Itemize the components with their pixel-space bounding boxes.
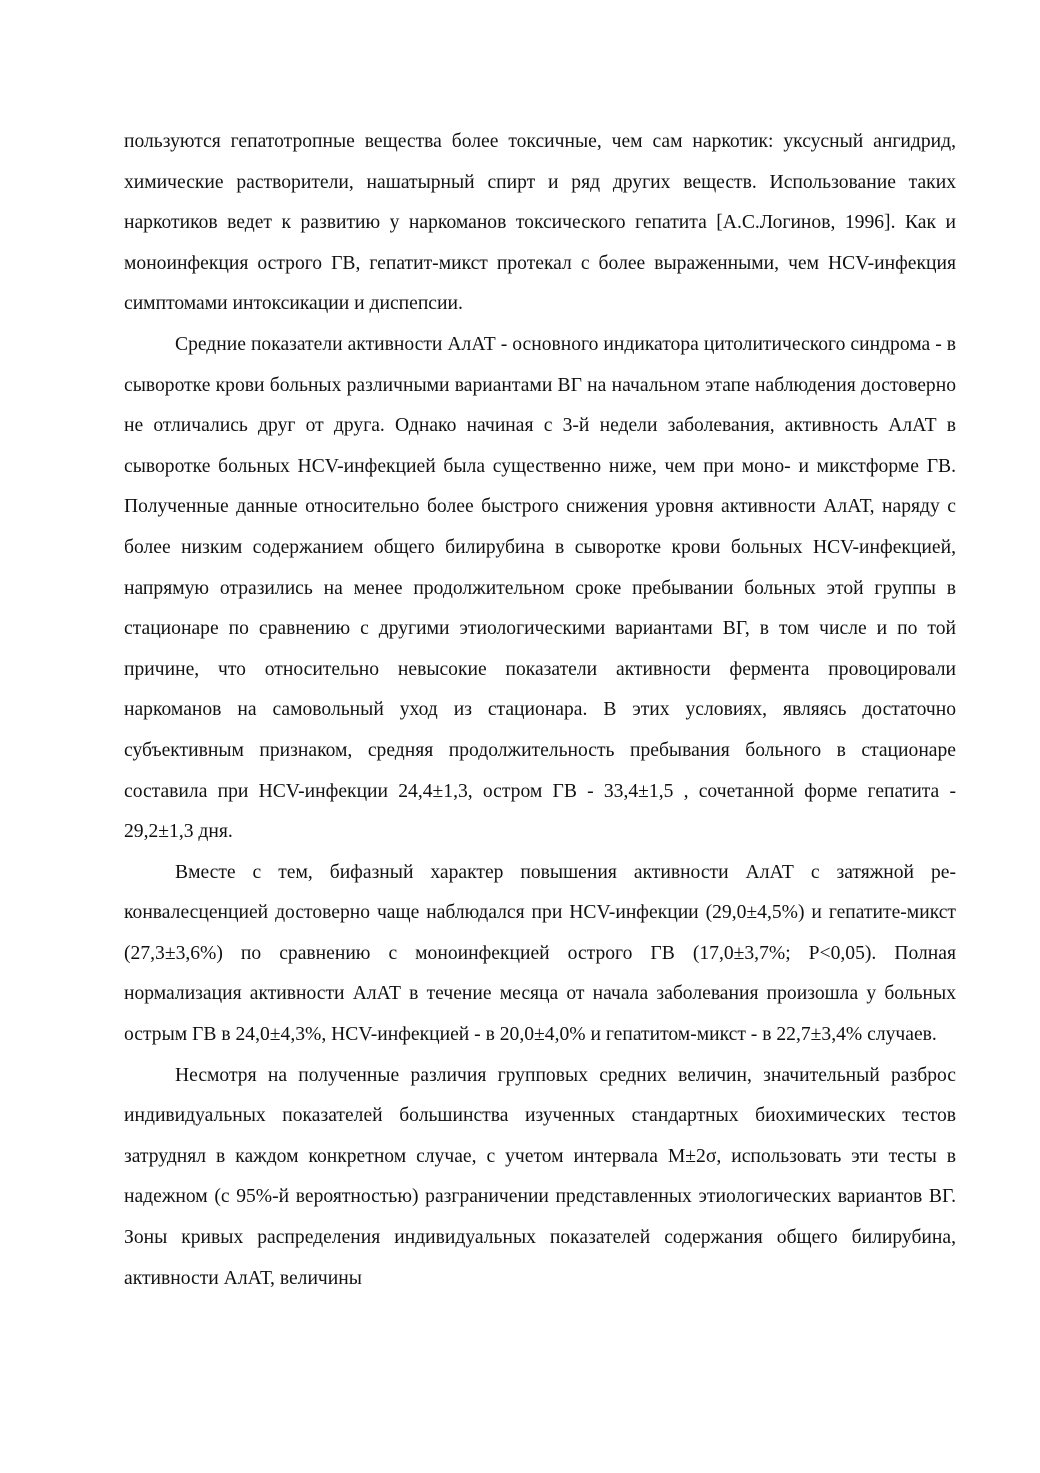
- paragraph-4: Несмотря на полученные различия групповых средних величин, значительный разброс индивидуальных показателей большинства изученных стандартных биохимических тестов затруднял в каждом конкретном случае, с учетом интервала М±2σ, использовать эти тесты в надежном (с 95%-й вероятностью) разграничении представленных этиологических вариантов ВГ. Зоны кривых распределения индивидуальных показателей содержания общего билирубина, активности АлАТ, величины: [124, 1064, 956, 1289]
- document-page: [124, 122, 956, 1299]
- paragraph-3: Вместе с тем, бифазный характер повышения активности АлАТ с затяжной реконвалесценцией достоверно чаще наблюдался при HCV-инфекции (29,0±4,5%) и гепатите-микст (27,3±3,6%) по сравнению с моноинфекцией острого ГВ (17,0±3,7%; P<0,05). Полная нормализация активности АлАТ в течение месяца от начала заболевания произошла у больных острым ГВ в 24,0±4,3%, HCV-инфекцией - в 20,0±4,0% и гепатитом-микст - в 22,7±3,4% случаев.: [124, 861, 956, 1046]
- paragraph-1: пользуются гепатотропные вещества более токсичные, чем сам наркотик: уксусный ангидрид, химические растворители, нашатырный спирт и ряд других веществ. Использование таких наркотиков ведет к развитию у наркоманов токсического гепатита [А.С.Логинов, 1996]. Как и моноинфекция острого ГВ, гепатит-микст протекал с более выраженными, чем HCV-инфекция симптомами интоксикации и диспепсии.: [124, 131, 956, 315]
- paragraph-2: Средние показатели активности АлАТ - основного индикатора цитолитического синдрома - в сыворотке крови больных различными вариантами ВГ на начальном этапе наблюдения достоверно не отличались друг от друга. Однако начиная с 3-й недели заболевания, активность АлАТ в сыворотке больных HCV-инфекцией была существенно ниже, чем при моно- и микстформе ГВ. Полученные данные относительно более быстрого снижения уровня активности АлАТ, наряду с более низким содержанием общего билирубина в сыворотке крови больных HCV-инфекцией, напрямую отразились на менее продолжительном сроке пребывании больных этой группы в стационаре по сравнению с другими этиологическими вариантами ВГ, в том числе и по той причине, что относительно невысокие показатели активности фермента провоцировали наркоманов на самовольный уход из стационара. В этих условиях, являясь достаточно субъективным признаком, средняя продолжительность пребывания больного в стационаре составила при HCV-инфекции 24,4±1,3, остром ГВ - 33,4±1,5 , сочетанной форме гепатита - 29,2±1,3 дня.: [124, 333, 956, 843]
